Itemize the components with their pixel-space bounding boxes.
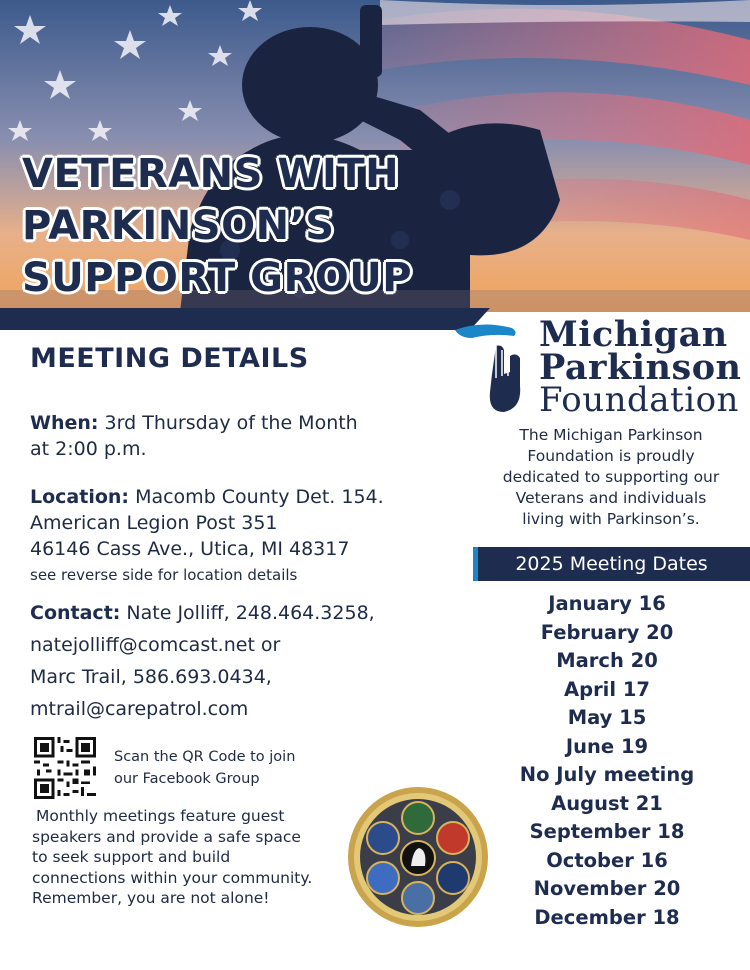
meeting-details-heading: MEETING DETAILS <box>30 343 309 374</box>
meeting-date-item: May 15 <box>567 706 647 729</box>
mission-line: Veterans and individuals <box>515 489 707 507</box>
meeting-date-item: April 17 <box>564 677 650 701</box>
meeting-dates-list <box>478 590 736 932</box>
hand-top-icon <box>455 324 516 338</box>
qr-caption-line: our Facebook Group <box>114 771 260 787</box>
hero-title-line: SUPPORT GROUP <box>22 255 413 301</box>
location-label: Location: <box>30 486 130 508</box>
meeting-date-item: November 20 <box>533 877 681 900</box>
location-note: see reverse side for location details <box>30 566 298 584</box>
meeting-date-item: June 19 <box>565 734 649 758</box>
mission-line: dedicated to supporting our <box>502 468 720 486</box>
navy-seal-icon <box>437 862 469 894</box>
meeting-description <box>32 806 352 909</box>
meeting-date-item: March 20 <box>556 649 658 672</box>
description-line: speakers and provide a safe space <box>32 827 301 846</box>
army-seal-icon <box>402 802 434 834</box>
logo-word-michigan: Michigan <box>539 314 728 355</box>
marines-seal-icon <box>437 822 469 854</box>
hero-banner <box>0 0 750 312</box>
meeting-date-item: September 18 <box>529 820 685 843</box>
meeting-date-item: October 16 <box>546 848 668 872</box>
mission-line: The Michigan Parkinson <box>519 426 703 444</box>
contact-block <box>30 597 375 725</box>
qr-caption-line: Scan the QR Code to join <box>114 749 296 765</box>
location-block <box>30 484 384 588</box>
coast-guard-seal-icon <box>367 822 399 854</box>
mission-statement <box>486 425 736 530</box>
when-value: 3rd Thursday of the Month <box>104 412 358 434</box>
hero-title-line: VETERANS WITH <box>22 151 400 197</box>
when-time: at 2:00 p.m. <box>30 438 147 460</box>
facebook-qr-code[interactable] <box>34 737 96 799</box>
description-line: to seek support and build <box>32 848 231 866</box>
meeting-dates-header <box>473 547 750 581</box>
space-force-seal-icon <box>367 862 399 894</box>
description-line: Monthly meetings feature guest <box>36 807 285 825</box>
mission-line: Foundation is proudly <box>527 447 695 465</box>
contact-label: Contact: <box>30 602 121 624</box>
location-line: Macomb County Det. 154. <box>135 486 384 508</box>
meeting-date-item: No July meeting <box>519 763 695 786</box>
description-line: Remember, you are not alone! <box>32 889 270 907</box>
meeting-date-item: January 16 <box>548 592 666 615</box>
hand-raised-icon <box>490 346 520 413</box>
meeting-date-item: February 20 <box>540 620 674 644</box>
contact-nate: Nate Jolliff, 248.464.3258, <box>126 602 375 624</box>
location-line: American Legion Post 351 <box>30 512 278 534</box>
meeting-date-item: August 21 <box>551 791 663 815</box>
mission-line: living with Parkinson’s. <box>522 510 700 528</box>
contact-marc-email[interactable]: mtrail@carepatrol.com <box>30 698 249 720</box>
logo-word-parkinson: Parkinson <box>539 347 742 388</box>
armed-forces-seal-coin <box>347 786 489 928</box>
hero-title <box>22 148 412 304</box>
hero-title-line: PARKINSON’S <box>22 203 335 249</box>
contact-marc: Marc Trail, 586.693.0434, <box>30 666 272 688</box>
description-line: connections within your community. <box>32 868 313 887</box>
qr-caption <box>114 746 334 790</box>
meeting-dates-title: 2025 Meeting Dates <box>515 553 708 575</box>
contact-nate-email[interactable]: natejolliff@comcast.net or <box>30 634 281 656</box>
air-force-seal-icon <box>402 882 434 914</box>
when-label: When: <box>30 412 99 434</box>
meeting-date-item: December 18 <box>534 905 680 929</box>
navy-divider-band <box>0 308 470 330</box>
logo-word-foundation: Foundation <box>539 380 739 420</box>
location-address: 46146 Cass Ave., Utica, MI 48317 <box>30 538 350 560</box>
when-block <box>30 410 358 462</box>
